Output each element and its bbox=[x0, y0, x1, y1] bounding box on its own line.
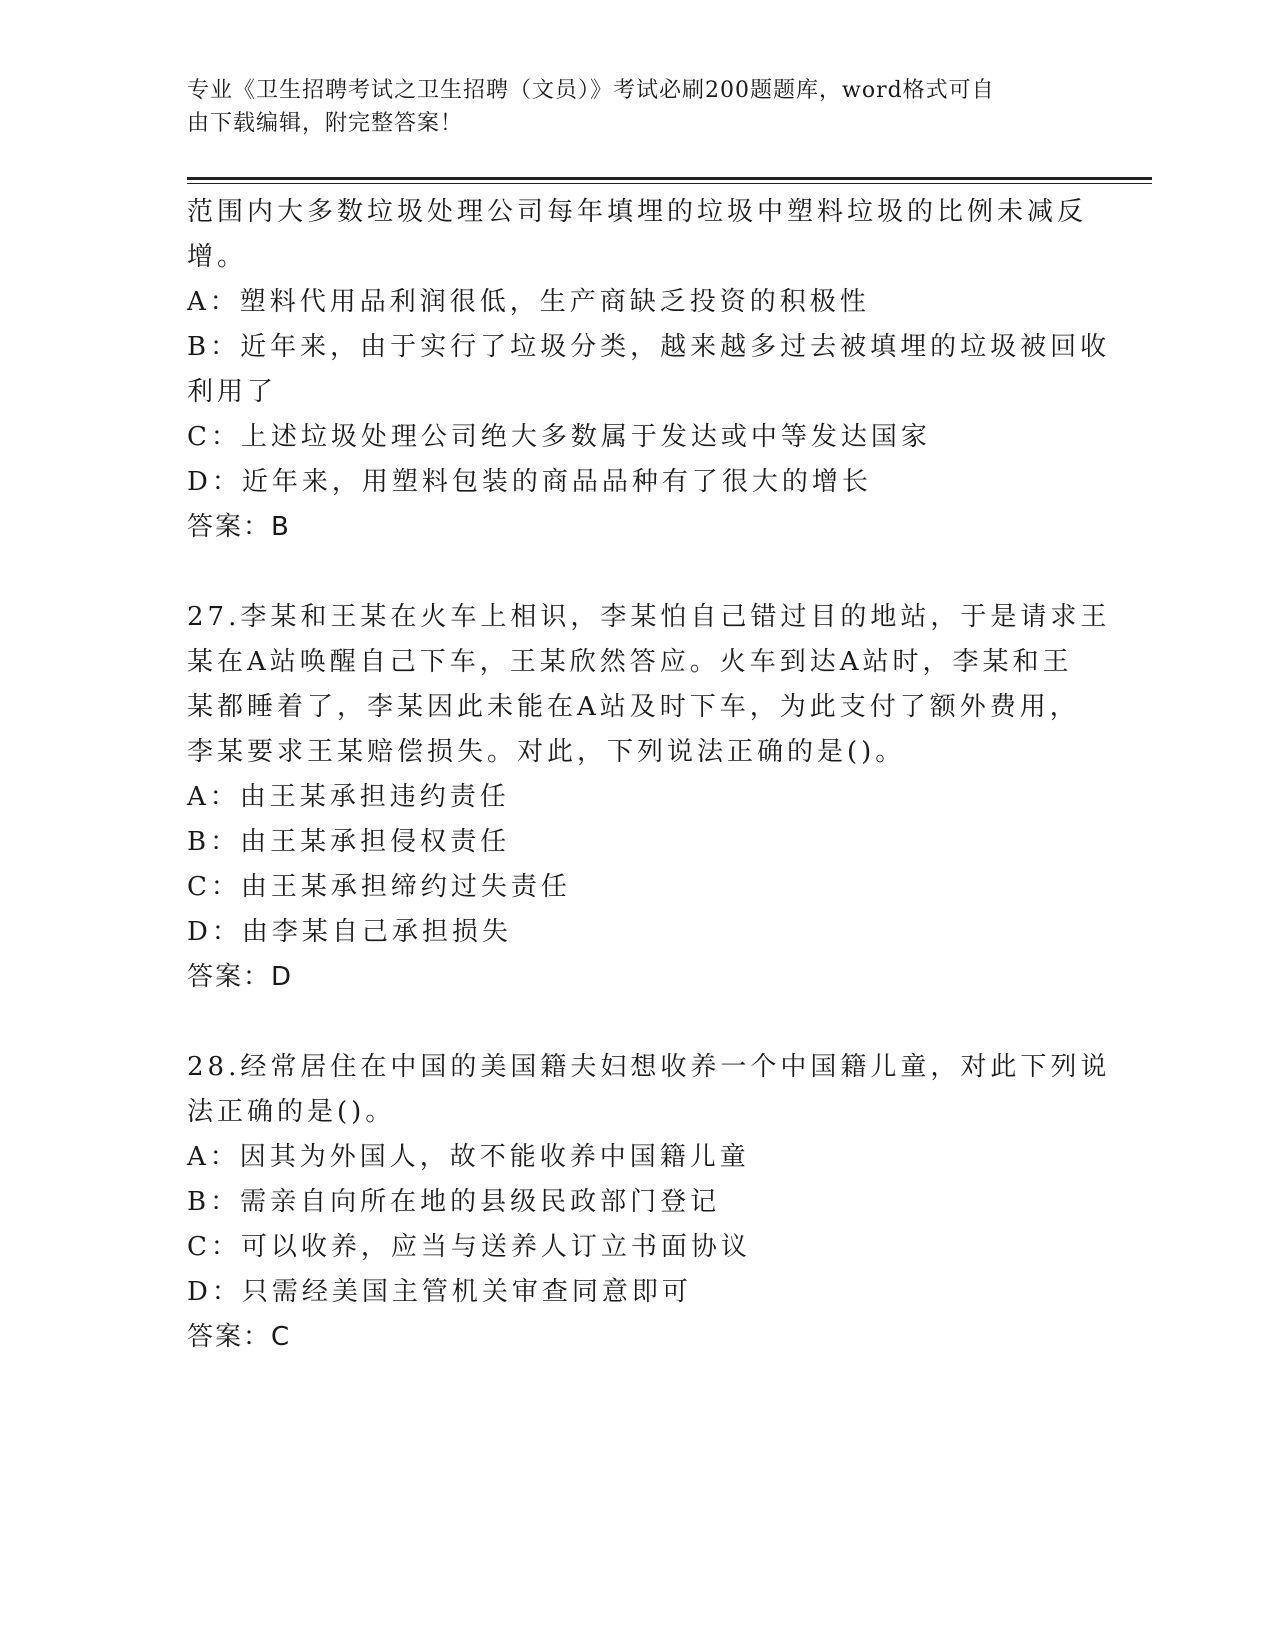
question-spacer bbox=[187, 550, 1087, 595]
option-c: C：上述垃圾处理公司绝大多数属于发达或中等发达国家 bbox=[187, 422, 931, 452]
answer-label: 答案：C bbox=[187, 1322, 292, 1352]
question-stem-line: 某在A站唤醒自己下车，王某欣然答应。火车到达A站时，李某和王 bbox=[187, 647, 1073, 677]
document-header bbox=[187, 74, 1067, 140]
question-stem-line: 李某要求王某赔偿损失。对此，下列说法正确的是()。 bbox=[187, 737, 906, 767]
option-b: B：近年来，由于实行了垃圾分类，越来越多过去被填埋的垃圾被回收 bbox=[187, 332, 1111, 362]
answer-label: 答案：D bbox=[187, 962, 294, 992]
option-c: C：可以收养，应当与送养人订立书面协议 bbox=[187, 1232, 751, 1262]
option-a: A：塑料代用品利润很低，生产商缺乏投资的积极性 bbox=[187, 287, 870, 317]
question-stem-line: 法正确的是()。 bbox=[187, 1097, 396, 1127]
option-a: A：因其为外国人，故不能收养中国籍儿童 bbox=[187, 1142, 750, 1172]
question-stem-line: 27.李某和王某在火车上相识，李某怕自己错过目的地站，于是请求王 bbox=[187, 602, 1111, 632]
question-list bbox=[187, 190, 1111, 1360]
question-stem-line: 增。 bbox=[187, 242, 248, 272]
header-divider-thick bbox=[187, 177, 1152, 180]
option-c: C：由王某承担缔约过失责任 bbox=[187, 872, 571, 902]
option-b-continued: 利用了 bbox=[187, 377, 278, 407]
question-27 bbox=[187, 595, 1111, 1000]
option-a: A：由王某承担违约责任 bbox=[187, 782, 510, 812]
question-spacer bbox=[187, 1000, 1087, 1045]
header-divider-thin bbox=[187, 183, 1152, 184]
question-stem-line: 28.经常居住在中国的美国籍夫妇想收养一个中国籍儿童，对此下列说 bbox=[187, 1052, 1111, 1082]
question-28 bbox=[187, 1045, 1111, 1360]
option-d: D：只需经美国主管机关审查同意即可 bbox=[187, 1277, 692, 1307]
option-b: B：需亲自向所在地的县级民政部门登记 bbox=[187, 1187, 721, 1217]
question-26 bbox=[187, 190, 1111, 550]
header-line-2: 由下载编辑，附完整答案！ bbox=[187, 111, 464, 136]
option-d: D：近年来，用塑料包装的商品品种有了很大的增长 bbox=[187, 467, 872, 497]
answer-label: 答案：B bbox=[187, 512, 291, 542]
header-line-1: 专业《卫生招聘考试之卫生招聘（文员）》考试必刷200题题库，word格式可自 bbox=[187, 78, 995, 103]
option-b: B：由王某承担侵权责任 bbox=[187, 827, 511, 857]
option-d: D：由李某自己承担损失 bbox=[187, 917, 512, 947]
question-stem-line: 范围内大多数垃圾处理公司每年填埋的垃圾中塑料垃圾的比例未减反 bbox=[187, 197, 1088, 227]
question-stem-line: 某都睡着了，李某因此未能在A站及时下车，为此支付了额外费用， bbox=[187, 692, 1080, 722]
